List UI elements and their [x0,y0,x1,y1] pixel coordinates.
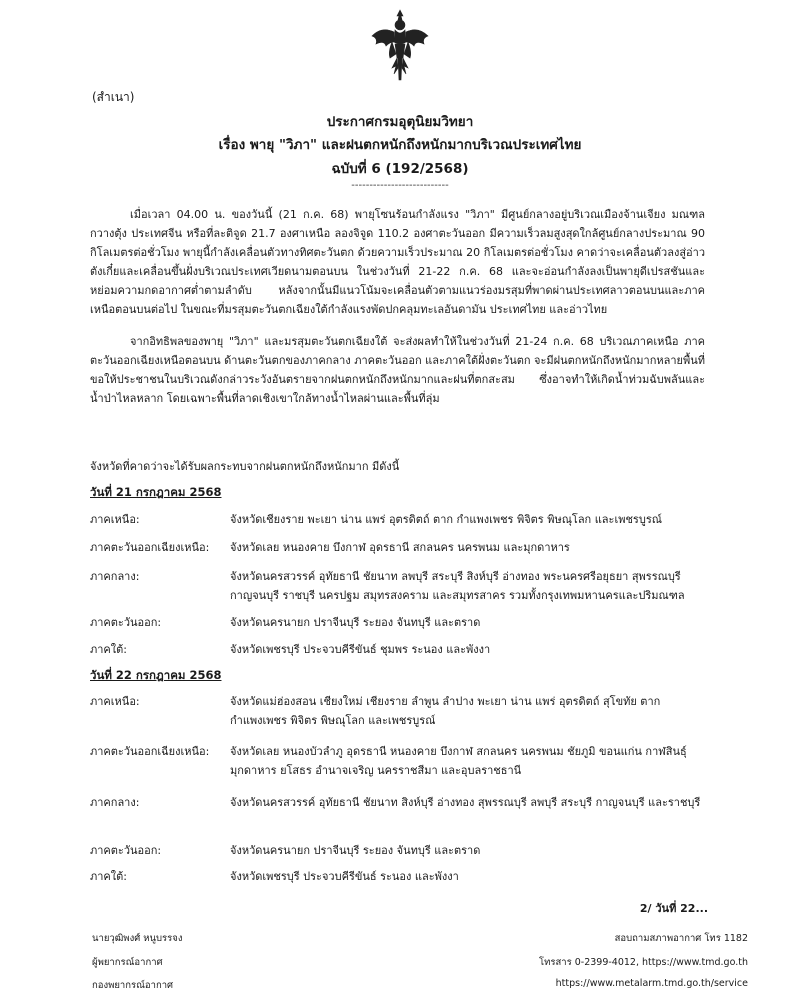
region-label: ภาคใต้: [90,870,128,883]
contact-fax-website: โทรสาร 0-2399-4012, https://www.tmd.go.th [539,957,748,968]
region-label: ภาคตะวันออกเฉียงเหนือ: [90,541,210,554]
paragraph-province-intro: จังหวัดที่คาดว่าจะได้รับผลกระทบจากฝนตกหนักถึงหนักมาก มีดังนี้ [90,460,400,473]
region-label: ภาคตะวันออก: [90,844,162,857]
region-label: ภาคกลาง: [90,570,140,583]
continued-note: 2/ วันที่ 22... [639,902,708,915]
region-label: ภาคเหนือ: [90,513,140,526]
province-list: จังหวัดเลย หนองบัวลำภู อุดรธานี หนองคาย บึงกาฬ สกลนคร นครพนม ชัยภูมิ ขอนแก่น กาฬสินธุ์ มุกดาหาร ยโสธร อำนาจเจริญ นครราชสีมา และอุบลราชธานี [230,745,687,777]
region-label: ภาคกลาง: [90,796,140,809]
contact-service-url: https://www.metalarm.tmd.go.th/service [555,978,748,989]
announcement-subject: เรื่อง พายุ "วิภา" และฝนตกหนักถึงหนักมากบริเวณประเทศไทย [218,137,582,153]
region-label: ภาคตะวันออก: [90,616,162,629]
province-list: จังหวัดนครสวรรค์ อุทัยธานี ชัยนาท สิงห์บุรี อ่างทอง สุพรรณบุรี ลพบุรี สระบุรี กาญจนบุรี และราชบุรี [230,796,701,809]
province-list: จังหวัดเพชรบุรี ประจวบคีรีขันธ์ ชุมพร ระนอง และพังงา [230,643,491,656]
paragraph-storm-status: เมื่อเวลา 04.00 น. ของวันนี้ (21 ก.ค. 68) พายุโซนร้อนกำลังแรง "วิภา" มีศูนย์กลางอยู่บริเวณเมืองจ้านเจียง มณฑลกวางตุ้ง ประเทศจีน หรือที่ละติจูด 21.7 องศาเหนือ ลองจิจูด 110.2 องศาตะวันออก มีความเร็วลมสูงสุดใกล้ศูนย์กลางประมาณ 90 กิโลเมตรต่อชั่วโมง พายุนี้กำลังเคลื่อนตัวทางทิศตะวันตก ด้วยความเร็วประมาณ 20 กิโลเมตรต่อชั่วโมง คาดว่าจะเคลื่อนตัวลงสู่อ่าวตังเกี๋ยและเคลื่อนขึ้นฝั่งบริเวณประเทศเวียดนามตอนบน ในช่วงวันที่ 21-22 ก.ค. 68 และจะอ่อนกำลังลงเป็นพายุดีเปรสชันและหย่อมความกดอากาศต่ำตามลำดับ หลังจากนั้นมีแนวโน้มจะเคลื่อนตัวตามแนวร่องมรสุมที่พาดผ่านประเทศลาวตอนบนและภาคเหนือตอนบนต่อไป ในขณะที่มรสุมตะวันตกเฉียงใต้กำลังแรงพัดปกคลุมทะเลอันดามัน ประเทศไทย และอ่าวไทย [90,208,705,316]
province-list: จังหวัดเชียงราย พะเยา น่าน แพร่ อุตรดิตถ์ ตาก กำแพงเพชร พิจิตร พิษณุโลก และเพชรบูรณ์ [230,513,662,526]
province-list: จังหวัดนครนายก ปราจีนบุรี ระยอง จันทบุรี และตราด [230,844,481,857]
separator-line: --------------------------- [351,180,449,191]
forecaster-position: ผู้พยากรณ์อากาศ [92,957,163,968]
forecaster-division: กองพยากรณ์อากาศ [92,980,174,991]
province-list: จังหวัดนครนายก ปราจีนบุรี ระยอง จันทบุรี และตราด [230,616,481,629]
province-list: จังหวัดเลย หนองคาย บึงกาฬ อุดรธานี สกลนคร นครพนม และมุกดาหาร [230,541,570,554]
region-label: ภาคเหนือ: [90,695,140,708]
day-heading: วันที่ 21 กรกฎาคม 2568 [90,485,222,499]
province-list: จังหวัดนครสวรรค์ อุทัยธานี ชัยนาท ลพบุรี สระบุรี สิงห์บุรี อ่างทอง พระนครศรีอยุธยา สุพรรณบุรี กาญจนบุรี ราชบุรี นครปฐม สมุทรสงคราม และสมุทรสาคร รวมทั้งกรุงเทพมหานครและปริมณฑล [230,570,685,602]
announcement-title: ประกาศกรมอุตุนิยมวิทยา [326,114,474,130]
province-list: จังหวัดแม่ฮ่องสอน เชียงใหม่ เชียงราย ลำพูน ลำปาง พะเยา น่าน แพร่ อุตรดิตถ์ สุโขทัย ตาก กำแพงเพชร พิจิตร พิษณุโลก และเพชรบูรณ์ [230,695,661,727]
announcement-issue: ฉบับที่ 6 (192/2568) [331,161,469,177]
garuda-emblem-icon [368,8,432,82]
paragraph-impact: จากอิทธิพลของพายุ "วิภา" และมรสุมตะวันตกเฉียงใต้ จะส่งผลทำให้ในช่วงวันที่ 21-24 ก.ค. 68 บริเวณภาคเหนือ ภาคตะวันออกเฉียงเหนือตอนบน ด้านตะวันตกของภาคกลาง ภาคตะวันออก และภาคใต้ฝั่งตะวันตก จะมีฝนตกหนักถึงหนักมากหลายพื้นที่ ขอให้ประชาชนในบริเวณดังกล่าวระวังอันตรายจากฝนตกหนักถึงหนักมากและฝนที่ตกสะสม ซึ่งอาจทำให้เกิดน้ำท่วมฉับพลันและน้ำป่าไหลหลาก โดยเฉพาะพื้นที่ลาดเชิงเขาใกล้ทางน้ำไหลผ่านและพื้นที่ลุ่ม [90,335,706,405]
region-label: ภาคใต้: [90,643,128,656]
day-heading: วันที่ 22 กรกฎาคม 2568 [90,668,222,682]
forecaster-name: นายวุฒิพงศ์ หนูบรรจง [92,933,183,944]
province-list: จังหวัดเพชรบุรี ประจวบคีรีขันธ์ ระนอง และพังงา [230,870,459,883]
copy-mark: (สำเนา) [92,90,135,104]
contact-phone: สอบถามสภาพอากาศ โทร 1182 [614,933,748,944]
region-label: ภาคตะวันออกเฉียงเหนือ: [90,745,210,758]
